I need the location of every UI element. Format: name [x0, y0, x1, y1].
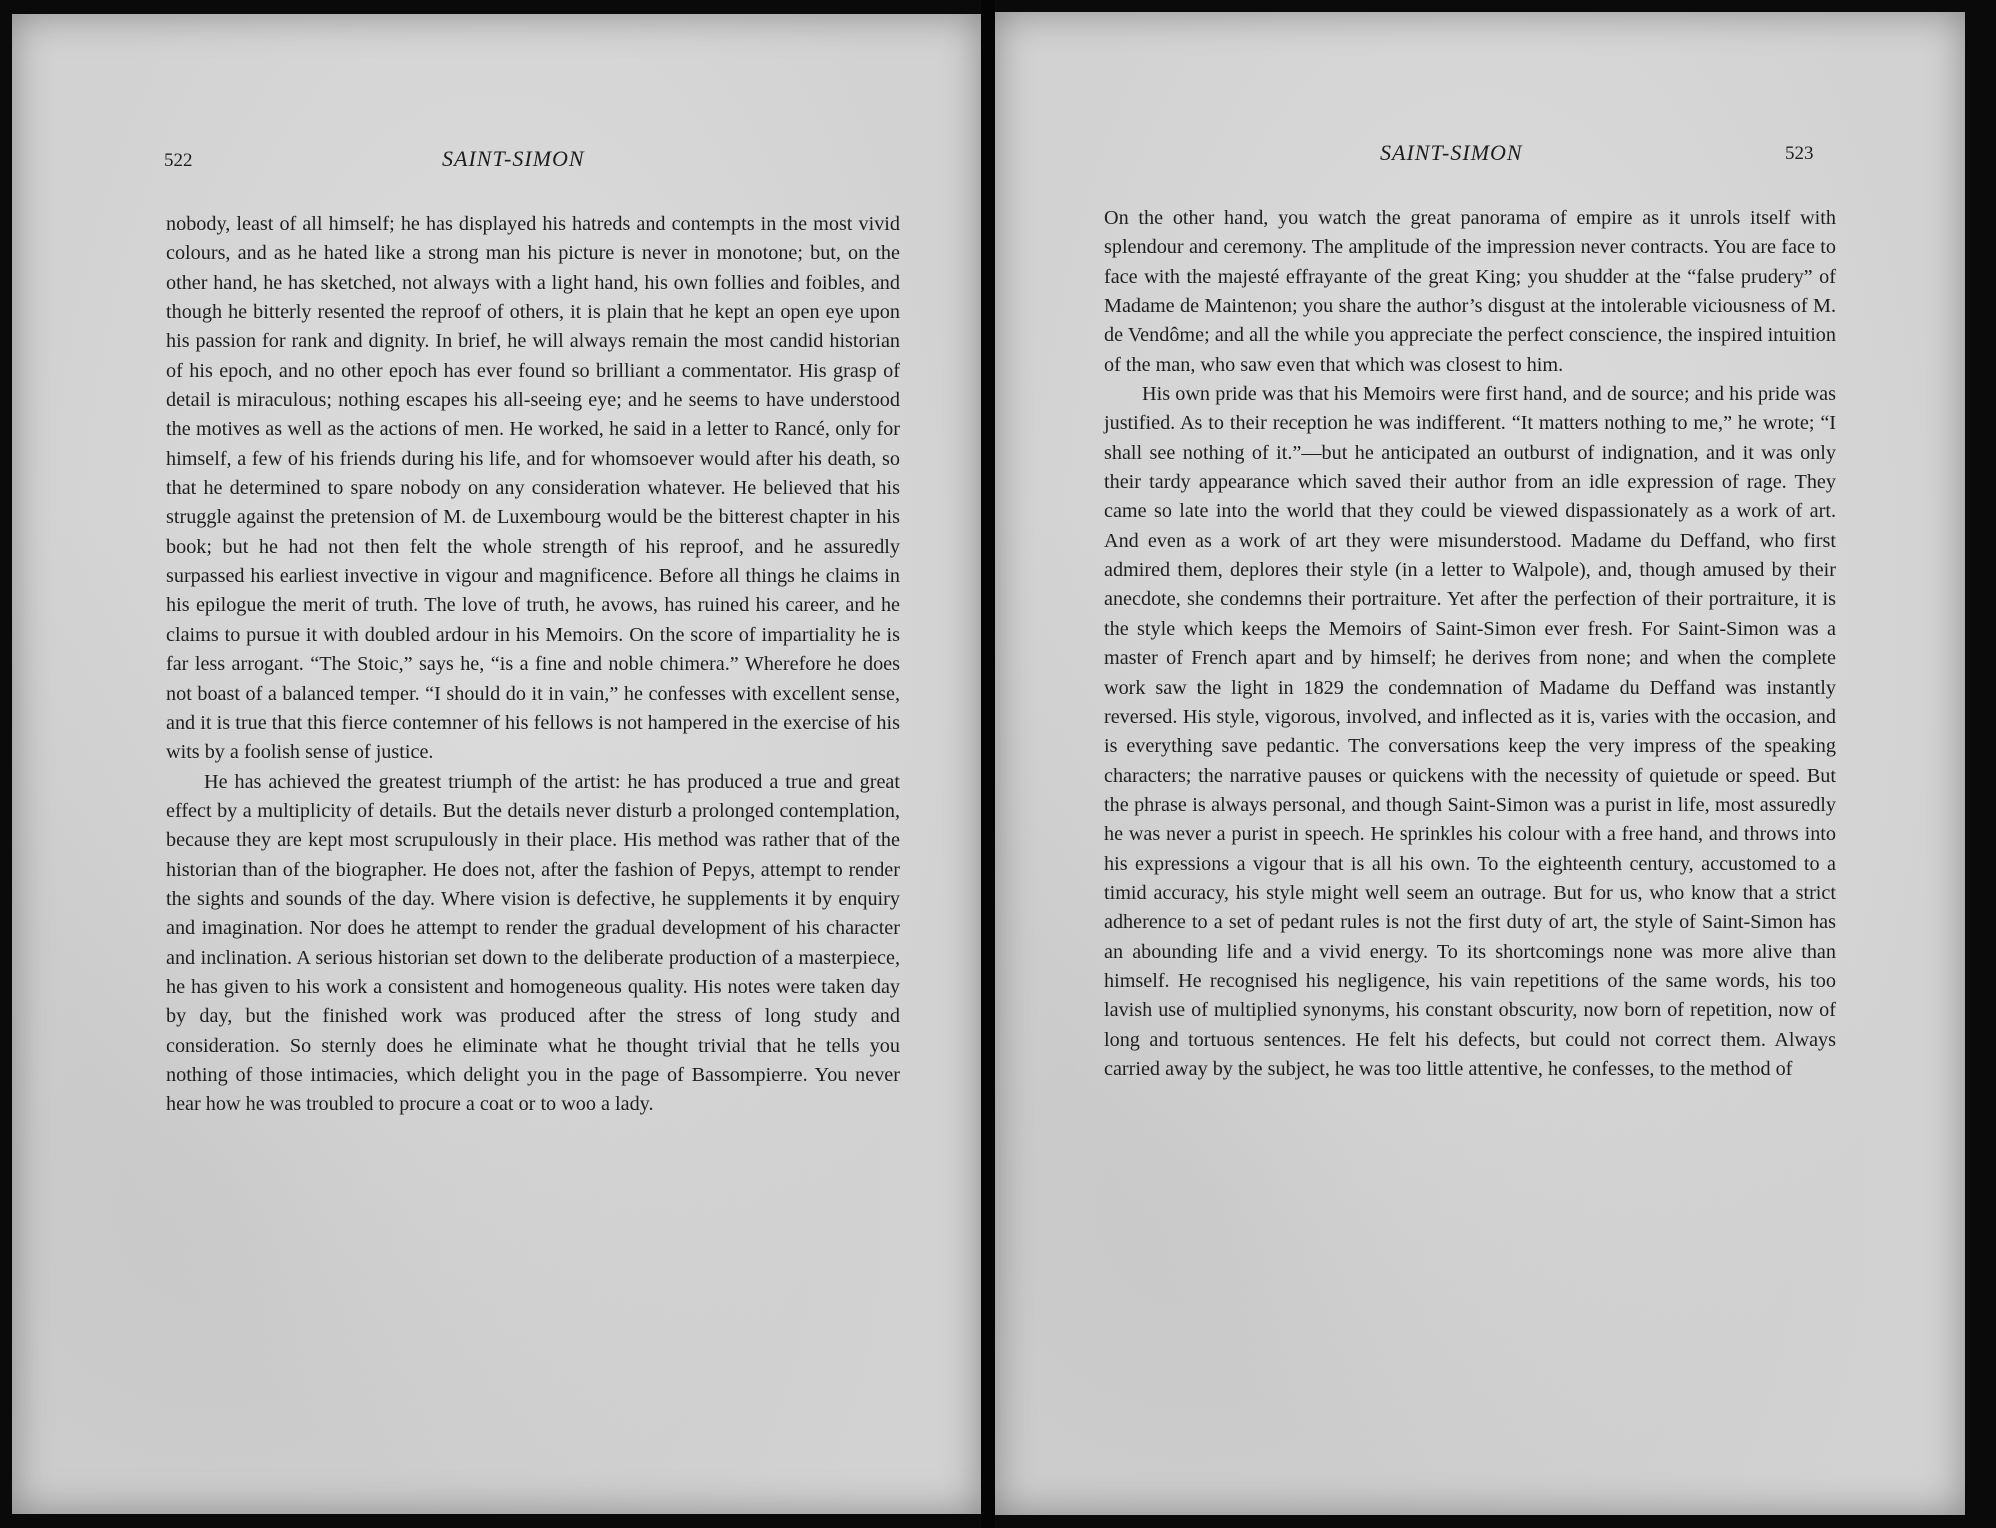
page-body	[1104, 204, 1836, 1084]
page-body	[166, 210, 900, 1120]
right-page	[995, 12, 1965, 1515]
paragraph: On the other hand, you watch the great panorama of empire as it unrols itself with splendour and ceremony. The amplitude of the impression never contracts. You are face to face with the majesté effrayante of the great King; you shudder at the “false prudery” of Madame de Maintenon; you share the author’s disgust at the intolerable viciousness of M. de Vendôme; and all the while you appreciate the perfect conscience, the inspired intuition of the man, who saw even that which was closest to him.	[1104, 207, 1836, 376]
left-page	[12, 14, 981, 1514]
paragraph: His own pride was that his Memoirs were first hand, and de source; and his pride was justified. As to their reception he was indifferent. “It matters nothing to me,” he wrote; “I shall see nothing of it.”—but he anticipated an outburst of indignation, and it was only their tardy appearance which saved their author from an idle expression of rage. They came so late into the world that they could be viewed dispassionately as a work of art. And even as a work of art they were misunderstood. Madame du Deffand, who first admired them, deplores their style (in a letter to Walpole), and, though amused by their anecdote, she condemns their portraiture. Yet after the perfection of their portraiture, it is the style which keeps the Memoirs of Saint-Simon ever fresh. For Saint-Simon was a master of French apart and by himself; he derives from none; and when the complete work saw the light in 1829 the condemnation of Madame du Deffand was instantly reversed. His style, vigorous, involved, and inflected as it is, varies with the occasion, and is everything save pedantic. The conversations keep the very impress of the speaking characters; the narrative pauses or quickens with the necessity of quietude or speed. But the phrase is always personal, and though Saint-Simon was a purist in life, most assuredly he was never a purist in speech. He sprinkles his colour with a free hand, and throws into his expressions a vigour that is all his own. To the eighteenth century, accustomed to a timid accuracy, his style might well seem an outrage. But for us, who know that a strict adherence to a set of pedant rules is not the first duty of art, the style of Saint-Simon has an abounding life and a vivid energy. To its shortcomings none was more alive than himself. He recognised his negligence, his vain repetitions of the same words, his too lavish use of multiplied synonyms, his constant obscurity, now born of repetition, now of long and tortuous sentences. He felt his defects, but could not correct them. Always carried away by the subject, he was too little attentive, he confesses, to the method of	[1104, 383, 1836, 1080]
page-number: 523	[1785, 143, 1814, 164]
book-gutter	[981, 0, 995, 1528]
running-title: SAINT-SIMON	[1380, 140, 1523, 165]
page-number: 522	[164, 150, 193, 171]
running-title: SAINT-SIMON	[442, 146, 585, 171]
paragraph: nobody, least of all himself; he has displayed his hatreds and contempts in the most vivid colours, and as he hated like a strong man his picture is never in monotone; but, on the other hand, he has sketched, not always with a light hand, his own follies and foibles, and though he bitterly resented the reproof of others, it is plain that he kept an open eye upon his passion for rank and dignity. In brief, he will always remain the most candid historian of his epoch, and no other epoch has ever found so brilliant a commentator. His grasp of detail is miraculous; nothing escapes his all-seeing eye; and he seems to have understood the motives as well as the actions of men. He worked, he said in a letter to Rancé, only for himself, a few of his friends during his life, and for whomsoever would after his death, so that he determined to spare nobody on any consideration whatever. He believed that his struggle against the pretension of M. de Luxembourg would be the bitterest chapter in his book; but he had not then felt the whole strength of his reproof, and he assuredly surpassed his earliest invective in vigour and magnificence. Before all things he claims in his epilogue the merit of truth. The love of truth, he avows, has ruined his career, and he claims to pursue it with doubled ardour in his Memoirs. On the score of impartiality he is far less arrogant. “The Stoic,” says he, “is a fine and noble chimera.” Wherefore he does not boast of a balanced temper. “I should do it in vain,” he confesses with excellent sense, and it is true that this fierce contemner of his fellows is not hampered in the exercise of his wits by a foolish sense of justice.	[166, 213, 900, 764]
paragraph: He has achieved the greatest triumph of the artist: he has produced a true and great effect by a multiplicity of details. But the details never disturb a prolonged contemplation, because they are kept most scrupulously in their place. His method was rather that of the historian than of the biographer. He does not, after the fashion of Pepys, attempt to render the sights and sounds of the day. Where vision is defective, he supplements it by enquiry and imagination. Nor does he attempt to render the gradual development of his character and inclination. A serious historian set down to the deliberate production of a masterpiece, he has given to his work a consistent and homogeneous quality. His notes were taken day by day, but the finished work was produced after the stress of long study and consideration. So sternly does he eliminate what he thought trivial that he tells you nothing of those intimacies, which delight you in the page of Bassompierre. You never hear how he was troubled to procure a coat or to woo a lady.	[166, 770, 900, 1116]
